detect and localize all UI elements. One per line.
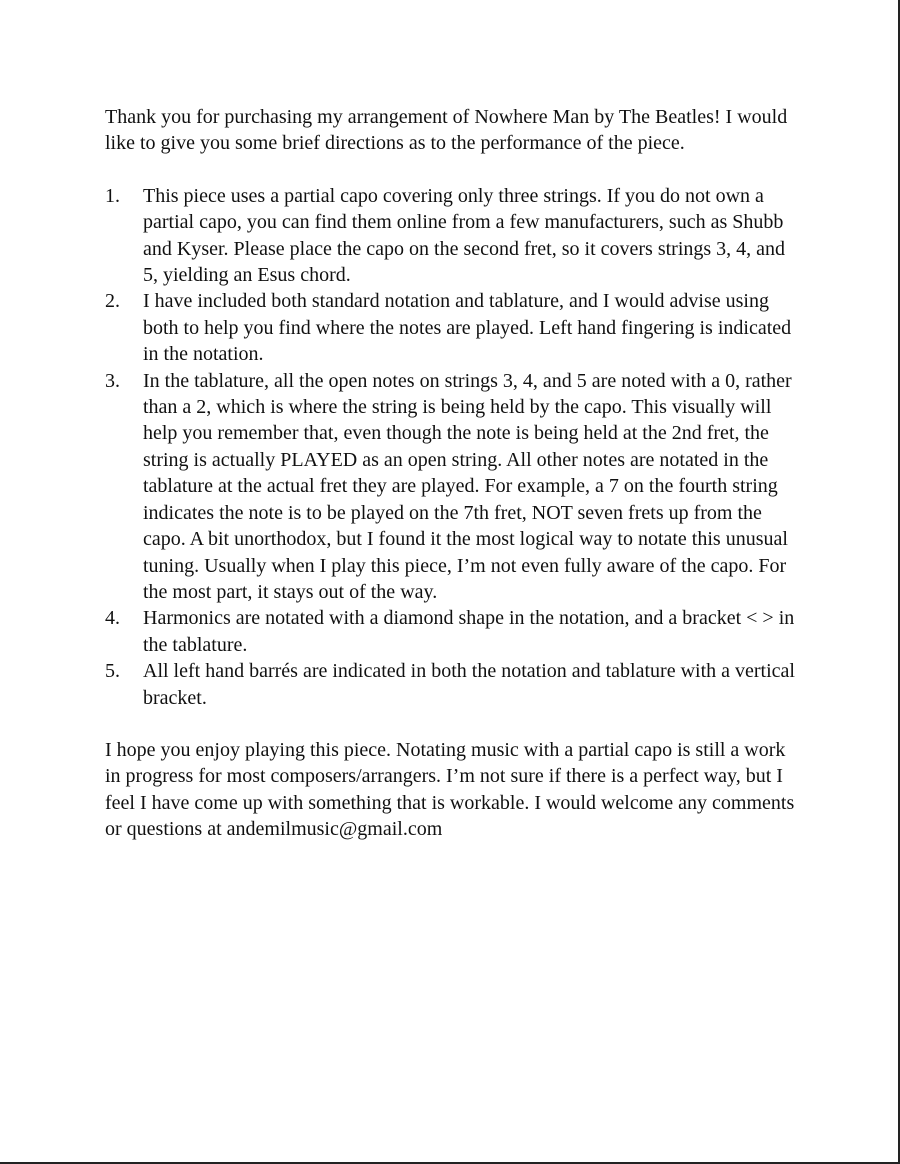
directions-list <box>105 183 805 711</box>
list-item-number: 1. <box>105 184 120 207</box>
list-item <box>105 183 795 289</box>
list-item-text: All left hand barrés are indicated in both the notation and tablature with a vertical bracket. <box>143 660 795 709</box>
list-item <box>105 605 795 658</box>
list-item-text: Harmonics are notated with a diamond shape in the notation, and a bracket < > in the tablature. <box>143 607 795 656</box>
list-item <box>105 658 795 711</box>
list-item-number: 3. <box>105 369 120 392</box>
list-item-number: 4. <box>105 607 120 630</box>
list-item <box>105 368 795 606</box>
list-item-number: 5. <box>105 660 120 683</box>
list-item <box>105 288 795 367</box>
intro-paragraph: Thank you for purchasing my arrangement of Nowhere Man by The Beatles! I would like to give you some brief directions as to the performance of the piece. <box>105 106 788 155</box>
list-item-number: 2. <box>105 290 120 313</box>
list-item-text: In the tablature, all the open notes on strings 3, 4, and 5 are noted with a 0, rather than a 2, which is where the string is being held by the capo. This visually will help you remember that, even though the note is being held at the 2nd fret, the string is actually PLAYED as an open string. All other notes are notated in the tablature at the actual fret they are played. For example, a 7 on the fourth string indicates the note is to be played on the 7th fret, NOT seven frets up from the capo. A bit unorthodox, but I found it the most logical way to notate this unusual tuning. Usually when I play this piece, I’m not even fully aware of the capo. For the most part, it stays out of the way. <box>143 369 792 603</box>
list-item-text: This piece uses a partial capo covering only three strings. If you do not own a partial capo, you can find them online from a few manufacturers, such as Shubb and Kyser. Please place the capo on the second fret, so it covers strings 3, 4, and 5, yielding an Esus chord. <box>143 184 786 287</box>
list-item-text: I have included both standard notation and tablature, and I would advise using both to help you find where the notes are played. Left hand fingering is indicated in the notation. <box>143 290 792 366</box>
document-body <box>105 104 805 843</box>
closing-paragraph: I hope you enjoy playing this piece. Notating music with a partial capo is still a work in progress for most composers/arrangers. I’m not sure if there is a perfect way, but I feel I have come up with something that is workable. I would welcome any comments or questions at andemilmusic@gmail.com <box>105 738 795 841</box>
